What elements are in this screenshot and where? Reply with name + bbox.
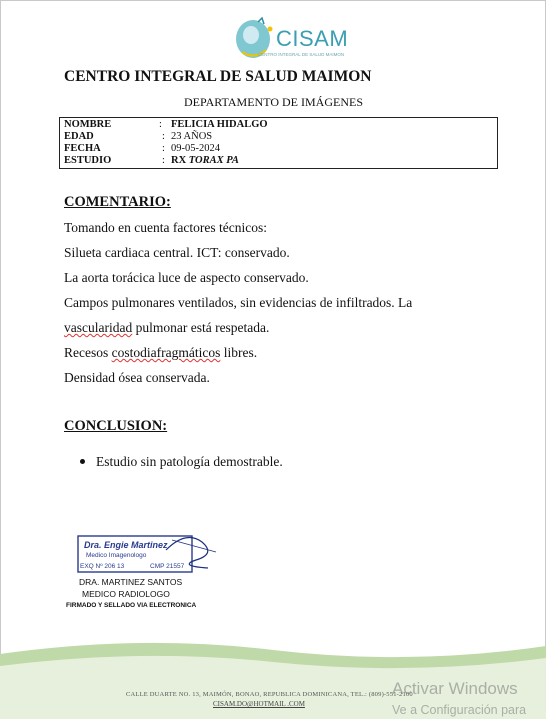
document-title: CENTRO INTEGRAL DE SALUD MAIMON bbox=[64, 68, 372, 85]
conclusion-heading: CONCLUSION: bbox=[64, 418, 168, 434]
activate-windows-subtext: Ve a Configuración para bbox=[392, 703, 527, 717]
comentario-heading: COMENTARIO: bbox=[64, 194, 171, 210]
comentario-line: Densidad ósea conservada. bbox=[64, 370, 210, 385]
logo-subtitle: CENTRO INTEGRAL DE SALUD MAIMON bbox=[258, 52, 345, 57]
edad-colon: : bbox=[162, 131, 165, 142]
stamp-name: Dra. Engie Martinez bbox=[84, 540, 168, 550]
comentario-line bbox=[64, 320, 269, 336]
estudio-colon: : bbox=[162, 155, 165, 166]
bullet-dot-icon bbox=[80, 459, 85, 464]
department-title: DEPARTAMENTO DE IMÁGENES bbox=[184, 95, 363, 109]
conclusion-bullet: Estudio sin patología demostrable. bbox=[96, 454, 283, 469]
estudio-value-b: TORAX PA bbox=[188, 155, 239, 166]
signature-name: DRA. MARTINEZ SANTOS bbox=[79, 577, 183, 587]
estudio-value-a: RX bbox=[171, 155, 189, 166]
edad-value: 23 AÑOS bbox=[171, 131, 213, 142]
line-rest: pulmonar está respetada. bbox=[135, 320, 270, 335]
comentario-line: Tomando en cuenta factores técnicos: bbox=[64, 220, 267, 235]
logo-wordmark: CISAM bbox=[276, 26, 349, 51]
stamp-cmp: CMP 21557 bbox=[150, 563, 185, 570]
word-recesos: Recesos bbox=[64, 345, 112, 360]
estudio-value bbox=[171, 155, 239, 166]
comentario-line: Silueta cardiaca central. ICT: conservado. bbox=[64, 245, 290, 260]
footer-email[interactable]: CISAM.DO@HOTMAIL .COM bbox=[213, 700, 305, 708]
nombre-colon: : bbox=[159, 119, 162, 130]
comentario-line bbox=[64, 345, 257, 361]
comentario-line: La aorta torácica luce de aspecto conservado. bbox=[64, 270, 309, 285]
word-costodiafragmaticos: costodiafragmáticos bbox=[111, 345, 221, 360]
nombre-value: FELICIA HIDALGO bbox=[171, 119, 268, 130]
footer-address: CALLE DUARTE NO. 13, MAIMÓN, BONAO, REPUBLICA DOMINICANA, TEL.: (809)-551-2100 bbox=[126, 691, 413, 698]
word-vascularidad: vascularidad bbox=[64, 320, 133, 335]
fecha-colon: : bbox=[162, 143, 165, 154]
signature-role: MEDICO RADIOLOGO bbox=[82, 589, 170, 599]
nombre-label: NOMBRE bbox=[64, 119, 112, 130]
stamp-role: Medico Imagenologo bbox=[86, 552, 147, 559]
edad-label: EDAD bbox=[64, 131, 94, 142]
estudio-label: ESTUDIO bbox=[64, 155, 112, 166]
patient-info-box bbox=[59, 117, 498, 169]
line-rest: libres. bbox=[223, 345, 258, 360]
fecha-label: FECHA bbox=[64, 143, 101, 154]
activate-windows-watermark: Activar Windows bbox=[392, 679, 518, 698]
stamp-exeq: EXQ Nº 206 13 bbox=[80, 563, 125, 570]
comentario-line: Campos pulmonares ventilados, sin evidencias de infiltrados. La bbox=[64, 295, 413, 310]
fecha-value: 09-05-2024 bbox=[171, 143, 220, 154]
signature-note: FIRMADO Y SELLADO VIA ELECTRONICA bbox=[66, 602, 197, 609]
